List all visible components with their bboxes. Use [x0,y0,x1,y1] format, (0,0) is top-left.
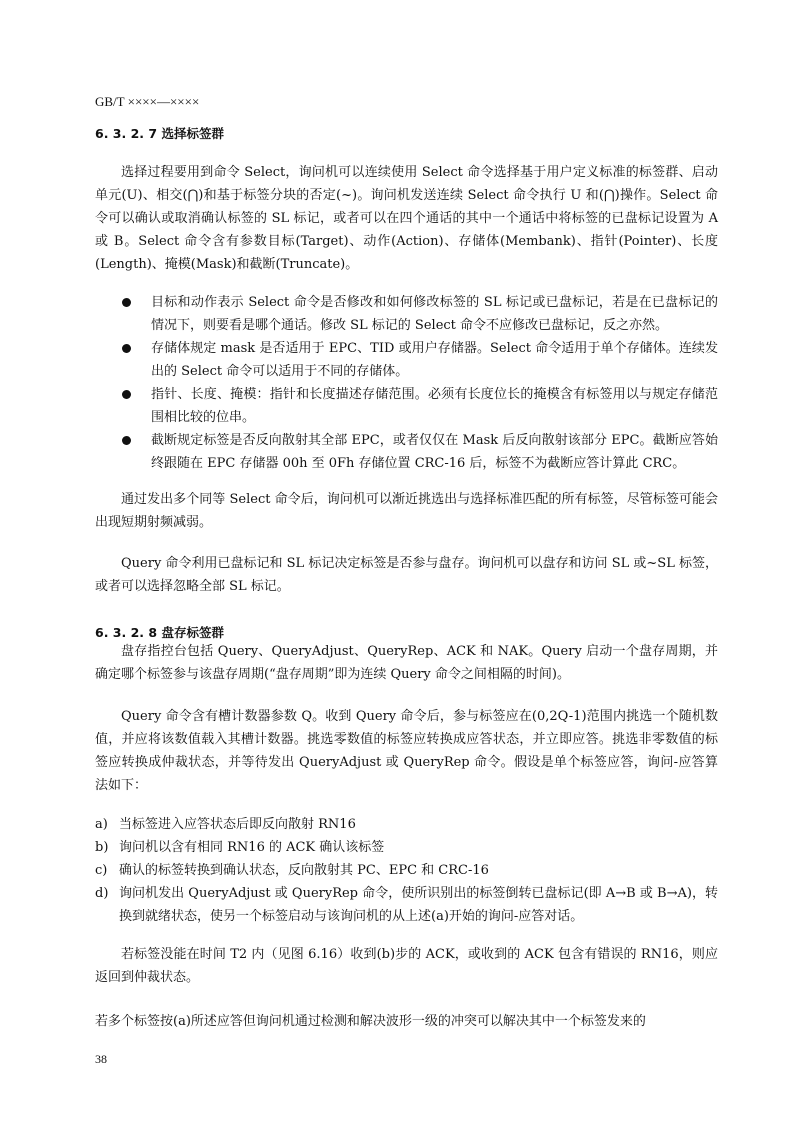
step-marker: d) [95,886,109,901]
step-item [95,882,718,928]
query-slot-counter-paragraph: Query 命令含有槽计数器参数 Q。收到 Query 命令后，参与标签应在(0,2Q-1)范围内挑选一个随机数值，并应将该数值载入其槽计数器。挑选零数值的标签应转换成应答状态，并立即应答。挑选非零数值的标签应转换成仲裁状态，并等待发出 QueryAdjust 或 QueryRep 命令。假设是单个标签应答，询问-应答算法如下： [95,709,718,793]
bullet-text: 截断规定标签是否反向散射其全部 EPC，或者仅仅在 Mask 后反向散射该部分 EPC。截断应答始终跟随在 EPC 存储器 00h 至 0Fh 存储位置 CRC-16 后，标签不为截断应答计算此 CRC。 [151,433,718,471]
collision-paragraph: 若多个标签按(a)所述应答但询问机通过检测和解决波形一级的冲突可以解决其中一个标签发来的 [95,1014,646,1029]
step-item [95,859,718,882]
step-marker: a) [95,817,108,832]
bullet-text: 目标和动作表示 Select 命令是否修改和如何修改标签的 SL 标记或已盘标记，若是在已盘标记的情况下，则要看是哪个通话。修改 SL 标记的 Select 命令不应修改已盘标记，反之亦然。 [151,295,718,333]
section-heading-6-3-2-8: 6. 3. 2. 8 盘存标签群 [95,625,224,640]
bullet-item [95,383,718,429]
step-text: 确认的标签转换到确认状态，反向散射其 PC、EPC 和 CRC-16 [119,863,489,878]
bullet-dot-icon [122,390,131,399]
standard-code-header: GB/T ××××—×××× [95,94,200,109]
timeout-paragraph: 若标签没能在时间 T2 内（见图 6.16）收到(b)步的 ACK，或收到的 ACK 包含有错误的 RN16，则应返回到仲裁状态。 [95,947,719,985]
bullet-item [95,337,718,383]
bullet-dot-icon [122,436,131,445]
step-item [95,813,718,836]
step-marker: b) [95,840,109,855]
step-text: 询问机以含有相同 RN16 的 ACK 确认该标签 [119,840,385,855]
step-text: 询问机发出 QueryAdjust 或 QueryRep 命令，使所识别出的标签倒转已盘标记(即 A→B 或 B→A)，转换到就绪状态，使另一个标签启动与该询问机的从上述(a)开始的询问-应答对话。 [119,886,718,924]
bullet-dot-icon [122,344,131,353]
query-response-steps [95,813,718,928]
section-heading-6-3-2-7: 6. 3. 2. 7 选择标签群 [95,126,224,141]
bullet-item [95,291,718,337]
bullet-text: 指针、长度、掩模：指针和长度描述存储范围。必须有长度位长的掩模含有标签用以与规定存储范围相比较的位串。 [151,387,718,425]
step-text: 当标签进入应答状态后即反向散射 RN16 [119,817,356,832]
bullet-dot-icon [122,298,131,307]
select-repeat-paragraph: 通过发出多个同等 Select 命令后，询问机可以渐近挑选出与选择标准匹配的所有标签，尽管标签可能会出现短期射频减弱。 [95,492,718,530]
step-marker: c) [95,863,108,878]
select-parameter-list [95,291,718,475]
bullet-text: 存储体规定 mask 是否适用于 EPC、TID 或用户存储器。Select 命令适用于单个存储体。连续发出的 Select 命令可以适用于不同的存储体。 [151,341,718,379]
step-item [95,836,718,859]
select-intro-paragraph: 选择过程要用到命令 Select，询问机可以连续使用 Select 命令选择基于用户定义标准的标签群、启动单元(U)、相交(⋂)和基于标签分块的否定(~)。询问机发送连续 Select 命令执行 U 和(⋂)操作。Select 命令可以确认或取消确认标签的 SL 标记，或者可以在四个通话的其中一个通话中将标签的已盘标记设置为 A 或 B。Select 命令含有参数目标(Target)、动作(Action)、存储体(Membank)、指针(Pointer)、长度(Length)、掩模(Mask)和截断(Truncate)。 [95,165,718,272]
query-flags-paragraph: Query 命令利用已盘标记和 SL 标记决定标签是否参与盘存。询问机可以盘存和访问 SL 或~SL 标签，或者可以选择忽略全部 SL 标记。 [95,556,718,594]
bullet-item [95,429,718,475]
page-number: 38 [95,1052,107,1066]
inventory-intro-paragraph: 盘存指控台包括 Query、QueryAdjust、QueryRep、ACK 和 NAK。Query 启动一个盘存周期，并确定哪个标签参与该盘存周期(“盘存周期”即为连续 Query 命令之间相隔的时间)。 [95,644,718,682]
